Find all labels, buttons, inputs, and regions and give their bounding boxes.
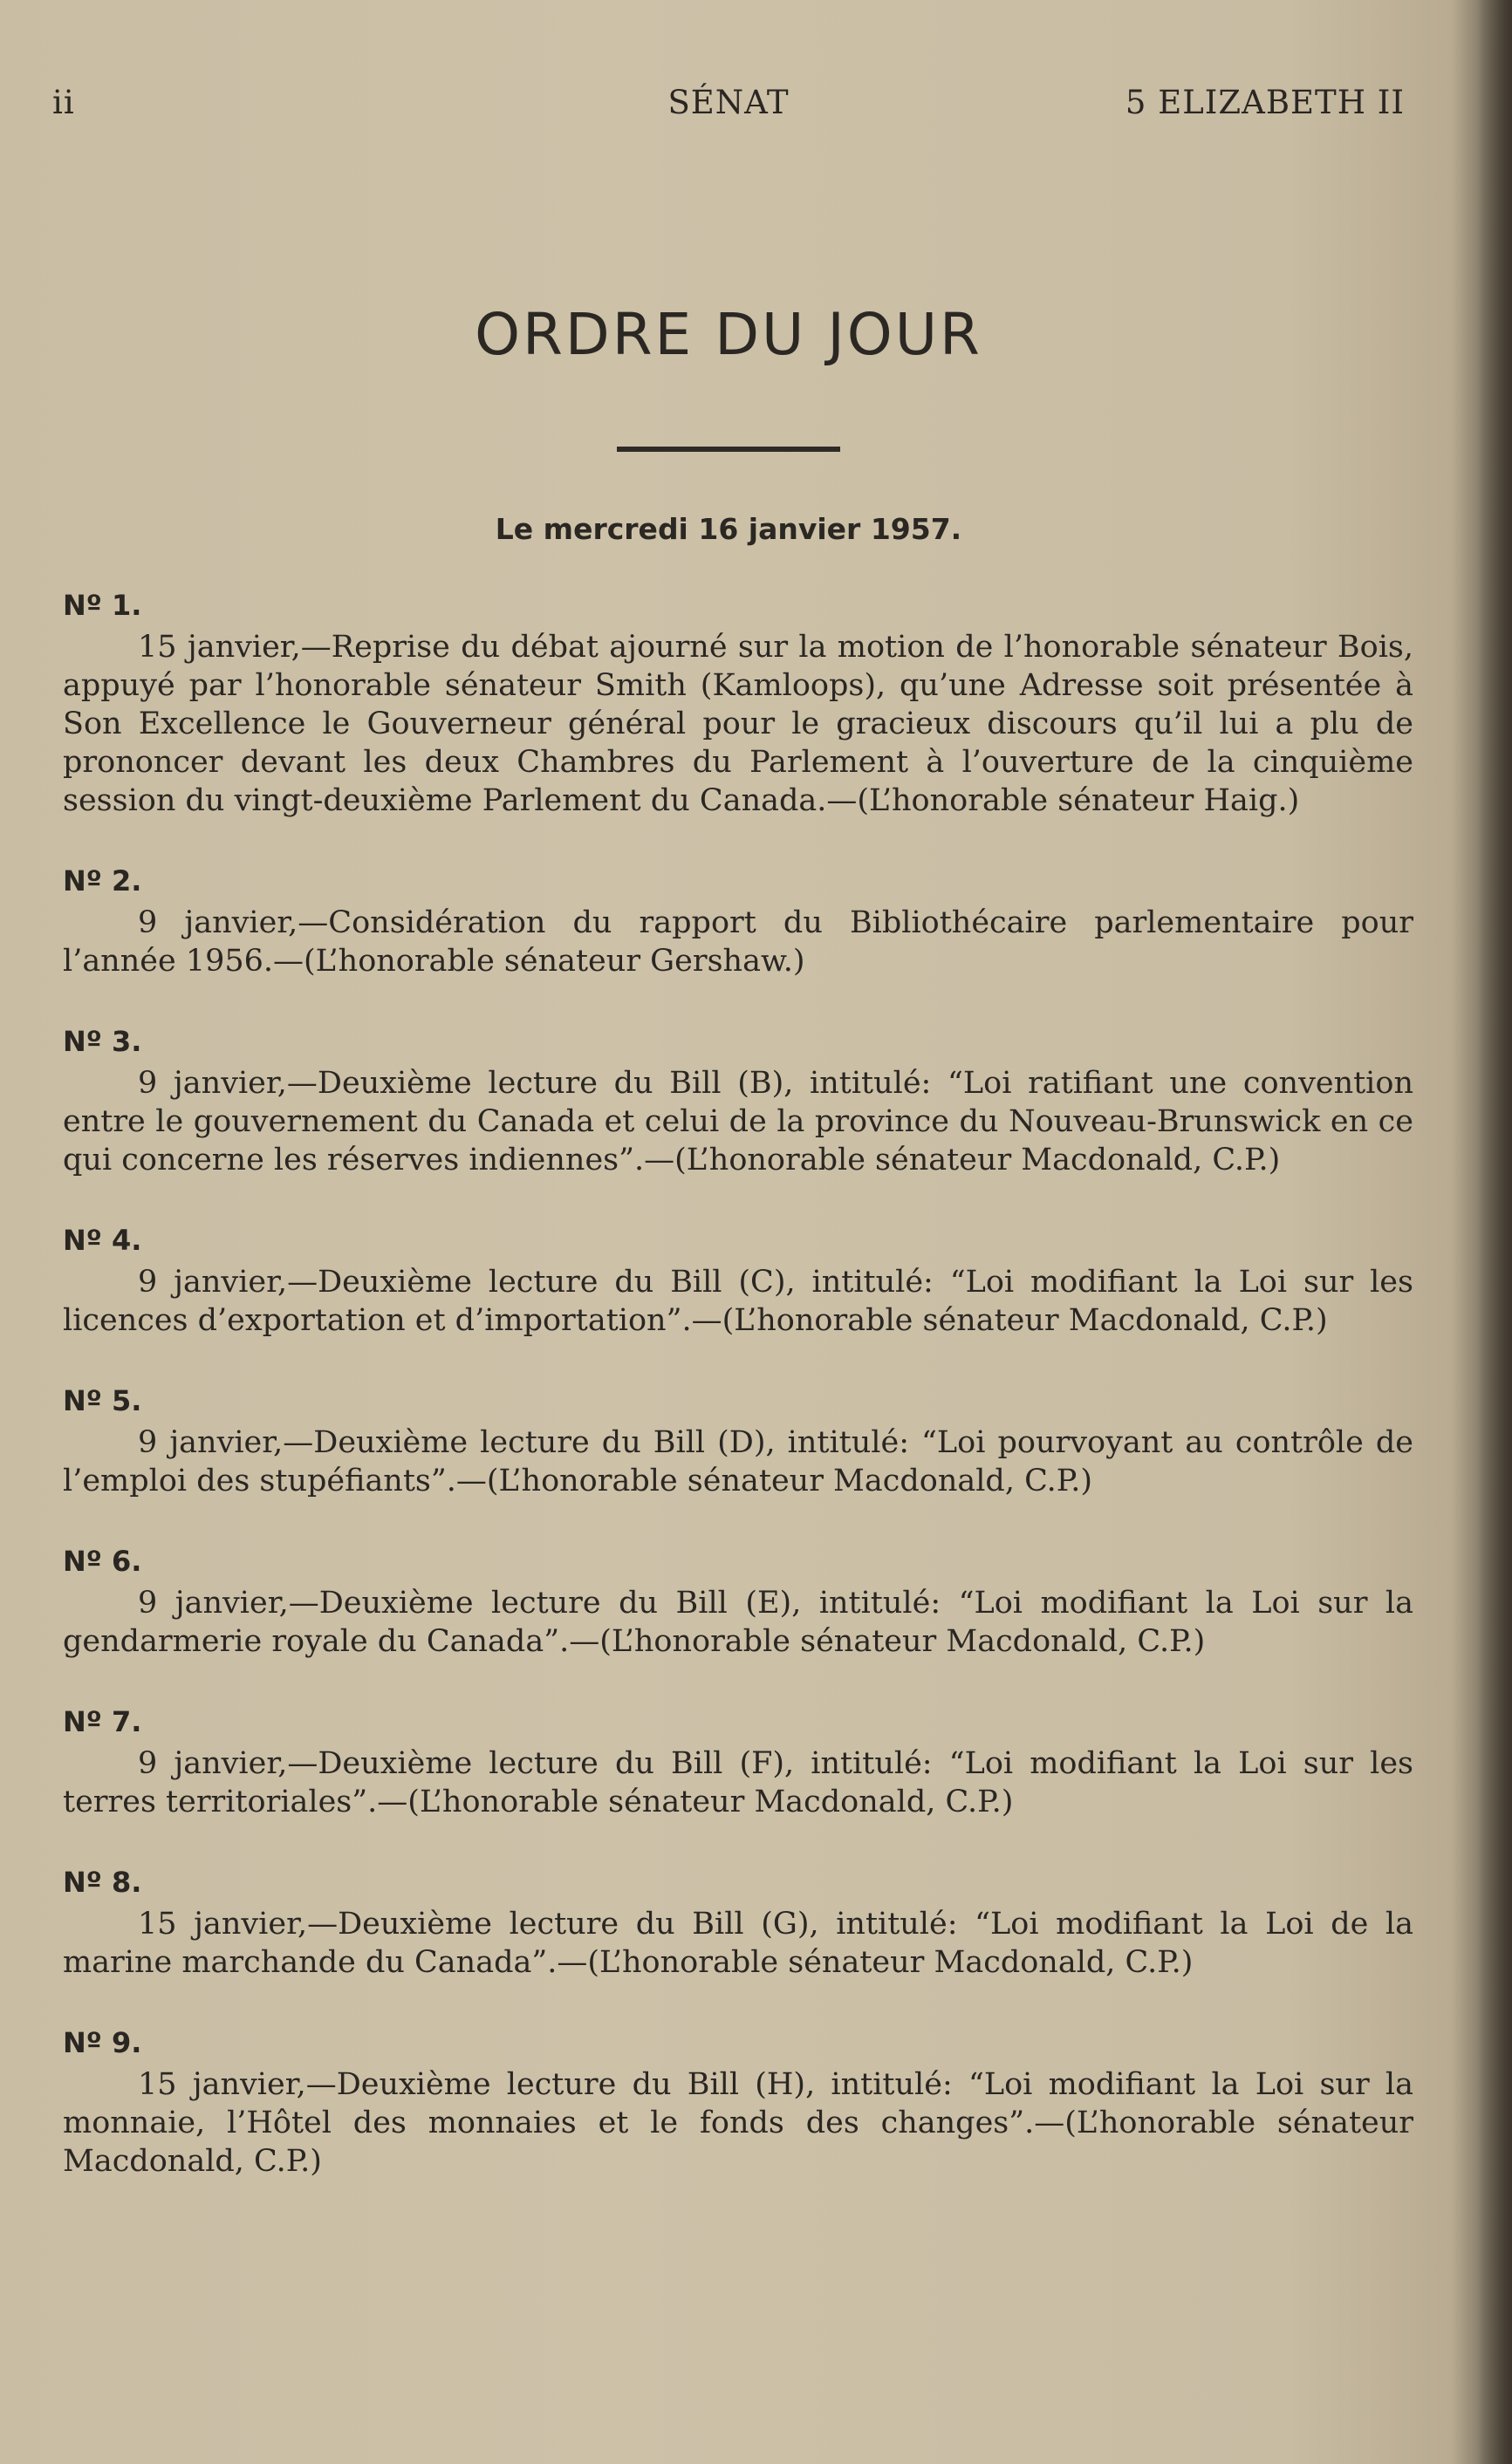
header-regnal-year: 5 ELIZABETH II — [1125, 84, 1405, 121]
order-item-text: 9 janvier,—Deuxième lecture du Bill (F), intitulé: “Loi modifiant la Loi sur les terres territoriales”.—(L’honorable sénateur Macdonald, C.P.) — [63, 1746, 1413, 1819]
order-item-text: 15 janvier,—Deuxième lecture du Bill (H), intitulé: “Loi modifiant la Loi sur la monnaie, l’Hôtel des monnaies et le fonds des changes”.—(L’honorable sénateur Macdonald, C.P.) — [63, 2067, 1413, 2179]
order-item — [63, 586, 1413, 820]
order-item — [63, 2024, 1413, 2181]
order-item-number: Nº 9. — [63, 2026, 142, 2059]
order-item — [63, 1382, 1413, 1500]
order-item — [63, 1022, 1413, 1179]
order-item-text: 9 janvier,—Deuxième lecture du Bill (E), intitulé: “Loi modifiant la Loi sur la gendarmerie royale du Canada”.—(L’honorable sénateur Macdonald, C.P.) — [63, 1586, 1413, 1659]
order-item-text: 9 janvier,—Deuxième lecture du Bill (D), intitulé: “Loi pourvoyant au contrôle de l’emploi des stupéfiants”.—(L’honorable sénateur Macdonald, C.P.) — [63, 1425, 1413, 1498]
order-item-number: Nº 3. — [63, 1025, 142, 1058]
order-item-number: Nº 6. — [63, 1545, 142, 1578]
order-item — [63, 1221, 1413, 1340]
order-item-number: Nº 1. — [63, 589, 142, 622]
sitting-date: Le mercredi 16 janvier 1957. — [495, 512, 962, 546]
order-item — [63, 1703, 1413, 1821]
order-item — [63, 862, 1413, 980]
order-item-number: Nº 8. — [63, 1866, 142, 1899]
running-header — [52, 84, 1405, 127]
header-title: SÉNAT — [667, 84, 790, 121]
order-item-text: 15 janvier,—Reprise du débat ajourné sur la motion de l’honorable sénateur Bois, appuyé par l’honorable sénateur Smith (Kamloops), qu’une Adresse soit présentée à Son Excellence le Gouverneur général pour le gracieux discours qu’il lui a plu de prononcer devant les deux Chambres du Parlement à l’ouverture de la cinquième session du vingt-deuxième Parlement du Canada.—(L’honorable sénateur Haig.) — [63, 630, 1413, 818]
order-item — [63, 1863, 1413, 1982]
order-item-number: Nº 7. — [63, 1705, 142, 1738]
order-item-text: 15 janvier,—Deuxième lecture du Bill (G), intitulé: “Loi modifiant la Loi de la marine marchande du Canada”.—(L’honorable sénateur Macdonald, C.P.) — [63, 1907, 1413, 1980]
page-folio: ii — [52, 84, 75, 121]
order-item-text: 9 janvier,—Considération du rapport du Bibliothécaire parlementaire pour l’année 1956.—(L’honorable sénateur Gershaw.) — [63, 905, 1413, 979]
order-item-text: 9 janvier,—Deuxième lecture du Bill (B), intitulé: “Loi ratifiant une convention entre le gouvernement du Canada et celui de la province du Nouveau-Brunswick en ce qui concerne les réserves indiennes”.—(L’honorable sénateur Macdonald, C.P.) — [63, 1066, 1413, 1177]
order-item — [63, 1542, 1413, 1661]
order-item-number: Nº 2. — [63, 864, 142, 898]
page-title: ORDRE DU JOUR — [475, 301, 982, 368]
page-binding-edge — [1477, 0, 1512, 2464]
order-item-number: Nº 5. — [63, 1384, 142, 1417]
order-item-text: 9 janvier,—Deuxième lecture du Bill (C), intitulé: “Loi modifiant la Loi sur les licences d’exportation et d’importation”.—(L’honorable sénateur Macdonald, C.P.) — [63, 1265, 1413, 1338]
title-rule — [617, 447, 840, 452]
order-item-number: Nº 4. — [63, 1224, 142, 1257]
order-items-list — [63, 586, 1413, 2222]
